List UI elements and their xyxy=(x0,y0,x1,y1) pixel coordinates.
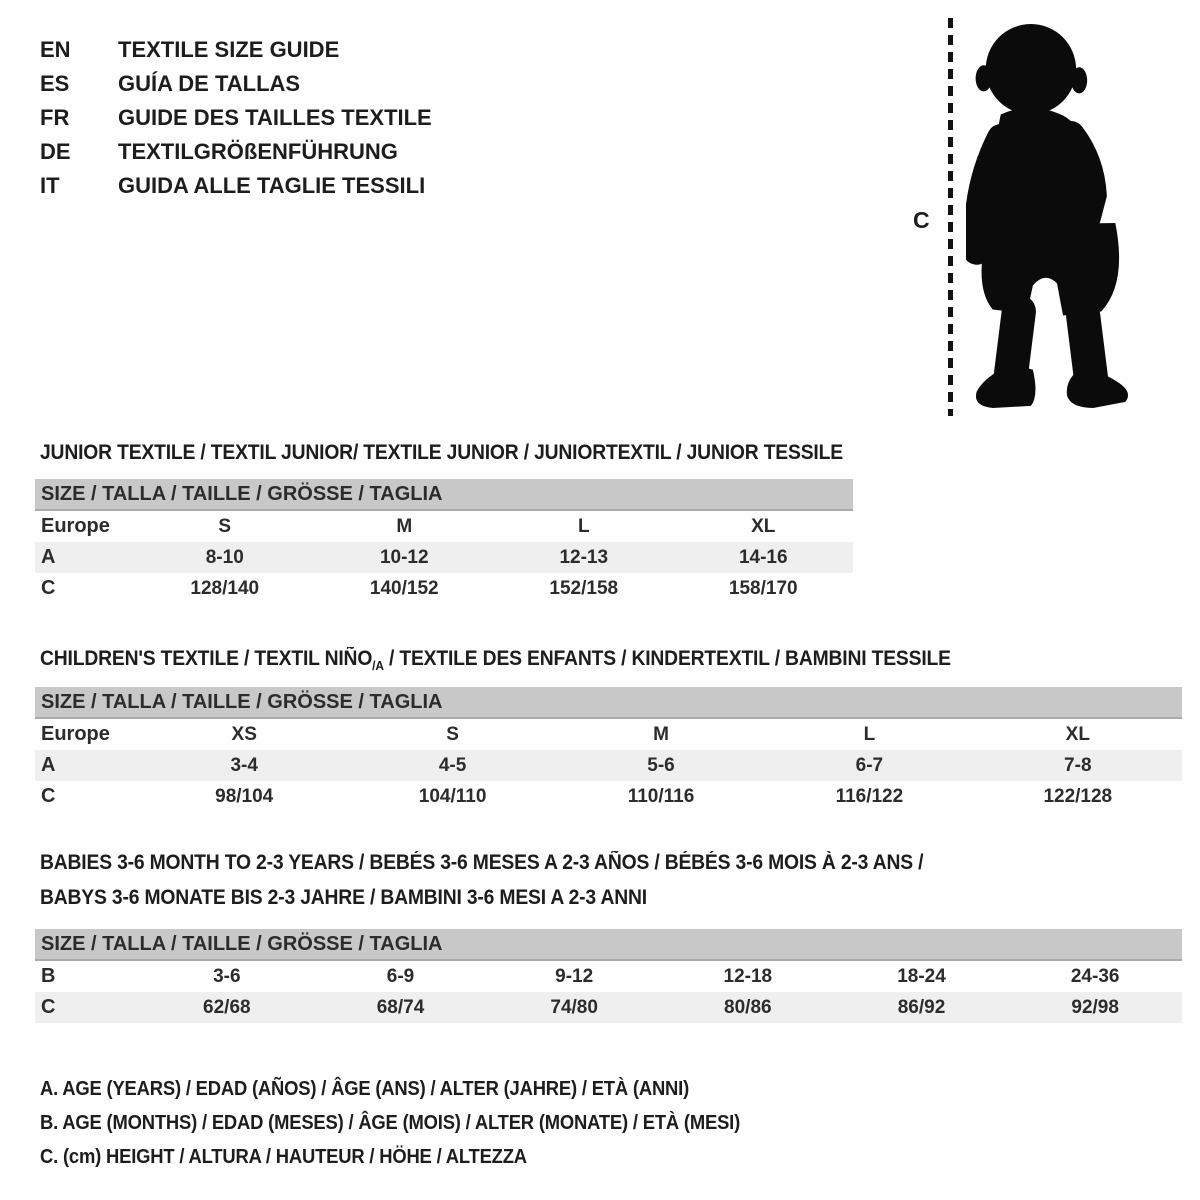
age-cell: 3-4 xyxy=(230,754,258,776)
age-cell: 12-18 xyxy=(723,965,773,987)
children-title-main: CHILDREN'S TEXTILE / TEXTIL NIÑO xyxy=(40,647,373,670)
language-row xyxy=(40,33,432,67)
legend-age-months xyxy=(40,1106,801,1140)
row-label-cell: Europe xyxy=(41,723,110,745)
legend-height-cm-text: C. (cm) HEIGHT / ALTURA / HAUTEUR / HÖHE / ALTEZZA xyxy=(40,1146,527,1168)
age-cell: 5-6 xyxy=(647,754,675,776)
language-title: TEXTILE SIZE GUIDE xyxy=(118,37,340,62)
language-title: GUÍA DE TALLAS xyxy=(118,71,301,96)
size-header-text: SIZE / TALLA / TAILLE / GRÖSSE / TAGLIA xyxy=(41,690,443,713)
children-title-rest: / TEXTILE DES ENFANTS / KINDERTEXTIL / BAMBINI TESSILE xyxy=(383,647,951,670)
height-cell: 92/98 xyxy=(1071,996,1119,1018)
height-cell: 80/86 xyxy=(724,996,772,1018)
junior-height-row xyxy=(35,573,853,604)
size-cell: M xyxy=(396,515,413,537)
language-row xyxy=(40,67,432,101)
babies-size-table xyxy=(35,929,1182,1023)
height-cell: 128/140 xyxy=(190,577,260,599)
measurement-legend xyxy=(40,1072,801,1174)
language-row xyxy=(40,135,432,169)
babies-title-line1: BABIES 3-6 MONTH TO 2-3 YEARS / BEBÉS 3-6 MESES A 2-3 AÑOS / BÉBÉS 3-6 MOIS À 2-3 ANS / xyxy=(40,851,924,874)
size-cell: XL xyxy=(1065,723,1090,745)
age-cell: 4-5 xyxy=(438,754,467,776)
height-cell: 158/170 xyxy=(728,577,798,599)
height-cell: 122/128 xyxy=(1043,785,1113,807)
height-cell: 74/80 xyxy=(550,996,598,1018)
size-header-bar xyxy=(35,687,1182,719)
size-header-text: SIZE / TALLA / TAILLE / GRÖSSE / TAGLIA xyxy=(41,932,443,955)
children-section-title xyxy=(40,641,1030,683)
age-cell: 8-10 xyxy=(205,546,244,568)
children-size-table xyxy=(35,687,1182,812)
babies-section-title xyxy=(40,845,1000,915)
legend-height-cm xyxy=(40,1140,801,1174)
age-cell: 14-16 xyxy=(738,546,788,568)
legend-age-months-text: B. AGE (MONTHS) / EDAD (MESES) / ÂGE (MOIS) / ALTER (MONATE) / ETÀ (MESI) xyxy=(40,1112,741,1134)
size-cell: L xyxy=(863,723,876,745)
children-age-row xyxy=(35,750,1182,781)
language-code: IT xyxy=(40,173,60,198)
age-cell: 10-12 xyxy=(379,546,429,568)
junior-age-row xyxy=(35,542,853,573)
children-sizes-row xyxy=(35,719,1182,750)
age-cell: 18-24 xyxy=(897,965,946,987)
size-header-bar xyxy=(35,929,1182,961)
size-header-bar xyxy=(35,479,853,511)
size-cell: M xyxy=(653,723,669,745)
height-cell: 86/92 xyxy=(897,996,946,1018)
size-cell: S xyxy=(446,723,459,745)
language-code: DE xyxy=(40,139,71,164)
junior-size-table xyxy=(35,479,853,604)
language-row xyxy=(40,101,432,135)
children-section-title-text xyxy=(40,641,951,683)
age-cell: 9-12 xyxy=(555,965,594,987)
row-label-cell: A xyxy=(41,546,56,568)
children-height-row xyxy=(35,781,1182,812)
height-cell: 104/110 xyxy=(418,785,487,807)
junior-section-title xyxy=(40,435,913,470)
row-label-cell: Europe xyxy=(41,515,110,537)
size-cell: XL xyxy=(751,515,776,537)
babies-title-line2: BABYS 3-6 MONATE BIS 2-3 JAHRE / BAMBINI 3-6 MESI A 2-3 ANNI xyxy=(40,886,647,909)
language-row xyxy=(40,169,432,203)
age-cell: 6-9 xyxy=(386,965,415,987)
height-cell: 68/74 xyxy=(376,996,425,1018)
age-cell: 12-13 xyxy=(559,546,609,568)
row-label-cell: B xyxy=(41,965,56,987)
age-cell: 7-8 xyxy=(1064,754,1092,776)
height-cell: 110/116 xyxy=(627,785,695,807)
size-header-text: SIZE / TALLA / TAILLE / GRÖSSE / TAGLIA xyxy=(41,482,443,505)
language-code: ES xyxy=(40,71,70,96)
toddler-silhouette-icon xyxy=(966,12,1143,419)
row-label-cell: C xyxy=(41,785,56,807)
babies-height-row xyxy=(35,992,1182,1023)
age-cell: 3-6 xyxy=(213,965,241,987)
babies-age-row xyxy=(35,961,1182,992)
size-cell: L xyxy=(577,515,590,537)
language-title: TEXTILGRÖßENFÜHRUNG xyxy=(118,139,398,164)
children-title-sub: /A xyxy=(372,658,384,674)
legend-age-years xyxy=(40,1072,801,1106)
language-code: FR xyxy=(40,105,70,130)
age-cell: 24-36 xyxy=(1070,965,1120,987)
height-measure-dashed-line xyxy=(948,18,953,416)
language-list xyxy=(40,33,432,203)
size-cell: S xyxy=(218,515,232,537)
row-label-cell: C xyxy=(41,577,56,599)
size-cell: XS xyxy=(231,723,257,745)
height-cell: 98/104 xyxy=(215,785,274,807)
junior-sizes-row xyxy=(35,511,853,542)
row-label-cell: C xyxy=(41,996,56,1018)
height-measure-label: C xyxy=(913,207,930,233)
language-title: GUIDE DES TAILLES TEXTILE xyxy=(118,105,432,130)
row-label-cell: A xyxy=(41,754,56,776)
legend-age-years-text: A. AGE (YEARS) / EDAD (AÑOS) / ÂGE (ANS) / ALTER (JAHRE) / ETÀ (ANNI) xyxy=(40,1078,690,1100)
language-code: EN xyxy=(40,37,71,62)
height-cell: 140/152 xyxy=(369,577,439,599)
height-cell: 152/158 xyxy=(549,577,619,599)
language-title: GUIDA ALLE TAGLIE TESSILI xyxy=(118,173,426,198)
junior-section-title-text: JUNIOR TEXTILE / TEXTIL JUNIOR/ TEXTILE JUNIOR / JUNIORTEXTIL / JUNIOR TESSILE xyxy=(40,441,843,464)
height-cell: 62/68 xyxy=(203,996,251,1018)
height-cell: 116/122 xyxy=(835,785,904,807)
age-cell: 6-7 xyxy=(855,754,884,776)
